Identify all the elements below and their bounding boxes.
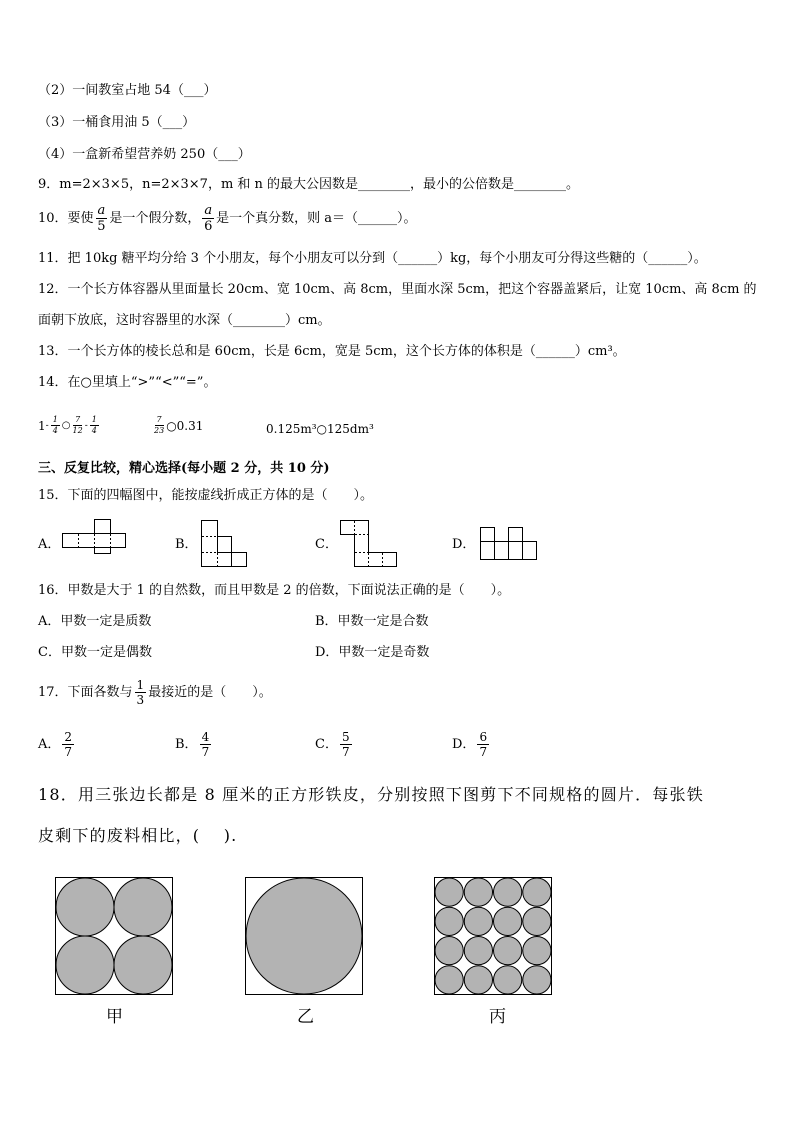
- yi-circle: [246, 878, 362, 994]
- q14-item-1: [38, 416, 101, 435]
- question-10: [38, 204, 416, 233]
- q17-option-c-den: 7: [341, 745, 350, 759]
- q17-frac-den: 3: [136, 693, 145, 707]
- net-b-step: [218, 537, 232, 553]
- q14-item1-frac3-num: 1: [91, 415, 97, 424]
- bing-circle: [494, 966, 522, 994]
- q17-option-d-den: 7: [479, 745, 488, 759]
- q14-item-3: 0.125m³○125dm³: [266, 422, 374, 436]
- bing-circle: [523, 878, 551, 906]
- question-11: 11．把 10kg 糖平均分给 3 个小朋友，每个小朋友可以分到（______）kg，每个小朋友可分得这些糖的（______）。: [38, 251, 707, 266]
- q14-item2-rest: ○0.31: [166, 418, 204, 433]
- q15-net-d: [480, 525, 538, 561]
- q17-option-a-label: A．: [38, 736, 61, 752]
- q16-option-d: D．甲数一定是奇数: [315, 645, 430, 660]
- question-17: [38, 679, 272, 706]
- bing-circle: [464, 878, 492, 906]
- q10-frac2-den: 6: [204, 219, 213, 234]
- q10-frac1-den: 5: [97, 219, 106, 234]
- q14-item1-frac2-den: 12: [72, 426, 83, 435]
- bing-circle: [523, 966, 551, 994]
- q10-frac2-num: a: [204, 203, 213, 218]
- figure-yi: [245, 877, 365, 996]
- q10-fraction-1: [96, 204, 108, 233]
- q17-option-b: [175, 731, 213, 758]
- section-3-heading: 三、反复比较，精心选择(每小题 2 分，共 10 分): [38, 461, 330, 476]
- q15-option-c-label: C．: [315, 537, 338, 552]
- q14-item2-frac: [154, 416, 164, 435]
- q14-item1-frac1-num: 1: [52, 415, 58, 424]
- q14-item2-frac-num: 7: [156, 415, 162, 424]
- q17-option-c-label: C．: [315, 736, 338, 752]
- q17-option-c: [315, 731, 354, 758]
- q17-option-d: [452, 731, 491, 758]
- q14-item1-frac2-num: 7: [75, 415, 81, 424]
- q15-net-c: [340, 520, 398, 568]
- question-13: 13．一个长方体的棱长总和是 60cm，长是 6cm，宽是 5cm，这个长方体的体积是（______）cm³。: [38, 344, 626, 359]
- net-b-outline-left: [202, 521, 232, 567]
- net-d-top-2: [509, 528, 523, 542]
- net-a-bottom-square: [95, 548, 111, 554]
- q15-net-a: [62, 518, 126, 554]
- jia-circle-3: [56, 936, 114, 994]
- q17-option-c-fraction: [340, 731, 352, 758]
- q17-option-b-num: 4: [201, 730, 210, 744]
- bing-circle: [523, 937, 551, 965]
- bing-circle: [435, 907, 463, 935]
- q17-option-a-den: 7: [64, 745, 73, 759]
- q10-mid: 是一个假分数，: [109, 210, 201, 226]
- q17-option-d-num: 6: [479, 730, 488, 744]
- q15-option-a-label: A．: [38, 537, 61, 552]
- q14-item1-frac3-den: 4: [91, 426, 97, 435]
- q15-option-b-label: B．: [175, 537, 198, 552]
- question-16: 16．甲数是大于 1 的自然数，而且甲数是 2 的倍数，下面说法正确的是（ ）。: [38, 583, 511, 598]
- q10-frac1-num: a: [97, 203, 106, 218]
- q14-item1-circle: ○: [61, 420, 71, 431]
- bing-circle: [494, 907, 522, 935]
- question-9: 9．m=2×3×5，n=2×3×7，m 和 n 的最大公因数是________，最小的公倍数是________。: [38, 177, 580, 192]
- q14-item-2: [152, 416, 203, 435]
- question-18-line-2: 皮剩下的废料相比，( ).: [38, 826, 238, 845]
- q17-option-d-label: D．: [452, 736, 476, 752]
- net-c-outline: [341, 521, 397, 567]
- net-b-right: [232, 553, 247, 567]
- q14-item2-frac-den: 23: [154, 426, 165, 435]
- figure-yi-label: 乙: [297, 1007, 314, 1027]
- question-3: （3）一桶食用油 5（___）: [38, 115, 196, 130]
- question-14: 14．在○里填上“>”“<”“=”。: [38, 375, 217, 390]
- bing-circle: [435, 966, 463, 994]
- q10-suffix: 是一个真分数，则 a＝（______）。: [216, 210, 417, 226]
- q14-item1-minus: -: [84, 420, 88, 431]
- q14-item1-frac1: [51, 416, 60, 435]
- question-4: （4）一盒新希望营养奶 250（___）: [38, 147, 251, 162]
- q14-item1-dash: -: [45, 420, 49, 431]
- bing-circle: [464, 937, 492, 965]
- figure-bing: [434, 877, 554, 996]
- q14-item1-frac1-den: 4: [52, 426, 58, 435]
- figure-jia-label: 甲: [106, 1007, 123, 1027]
- q17-fraction: [135, 679, 147, 706]
- question-12-line-2: 面朝下放底，这时容器里的水深（________）cm。: [38, 313, 331, 328]
- q17-option-a: [38, 731, 76, 758]
- question-15: 15．下面的四幅图中，能按虚线折成正方体的是（ ）。: [38, 488, 374, 503]
- q15-net-b: [201, 520, 247, 568]
- q17-option-b-fraction: [200, 731, 212, 758]
- jia-circle-1: [56, 878, 114, 936]
- jia-circle-4: [114, 936, 172, 994]
- q17-suffix: 最接近的是（ ）。: [148, 684, 272, 700]
- q16-option-c: C．甲数一定是偶数: [38, 645, 152, 660]
- bing-circle: [464, 966, 492, 994]
- q15-option-d-label: D．: [452, 537, 476, 552]
- net-a-top-square: [95, 520, 111, 534]
- jia-circle-2: [114, 878, 172, 936]
- q10-prefix: 10．要使: [38, 210, 94, 226]
- bing-circle: [435, 878, 463, 906]
- question-18-line-1: 18．用三张边长都是 8 厘米的正方形铁皮，分别按照下图剪下不同规格的圆片．每张铁: [38, 785, 704, 804]
- figure-jia: [55, 877, 175, 996]
- q17-option-d-fraction: [477, 731, 489, 758]
- q17-option-b-label: B．: [175, 736, 198, 752]
- question-12-line-1: 12．一个长方体容器从里面量长 20cm、宽 10cm、高 8cm，里面水深 5cm，把这个容器盖紧后，让宽 10cm、高 8cm 的: [38, 282, 757, 297]
- net-d-top-1: [481, 528, 495, 542]
- q16-option-a: A．甲数一定是质数: [38, 614, 152, 629]
- bing-circle: [523, 907, 551, 935]
- question-2: （2）一间教室占地 54（___）: [38, 83, 217, 98]
- q17-option-c-num: 5: [341, 730, 350, 744]
- bing-circle: [464, 907, 492, 935]
- q17-option-a-fraction: [62, 731, 74, 758]
- bing-circle: [494, 937, 522, 965]
- bing-circle: [494, 878, 522, 906]
- q14-item1-frac3: [90, 416, 99, 435]
- q16-option-b: B．甲数一定是合数: [315, 614, 429, 629]
- q17-frac-num: 1: [136, 678, 145, 692]
- q14-item1-frac2: [73, 416, 83, 435]
- q17-option-a-num: 2: [64, 730, 73, 744]
- q17-prefix: 17．下面各数与: [38, 684, 133, 700]
- q14-item1-whole: 1: [38, 418, 46, 433]
- bing-circle: [435, 937, 463, 965]
- figure-bing-label: 丙: [489, 1007, 506, 1027]
- q17-option-b-den: 7: [201, 745, 210, 759]
- q10-fraction-2: [202, 204, 214, 233]
